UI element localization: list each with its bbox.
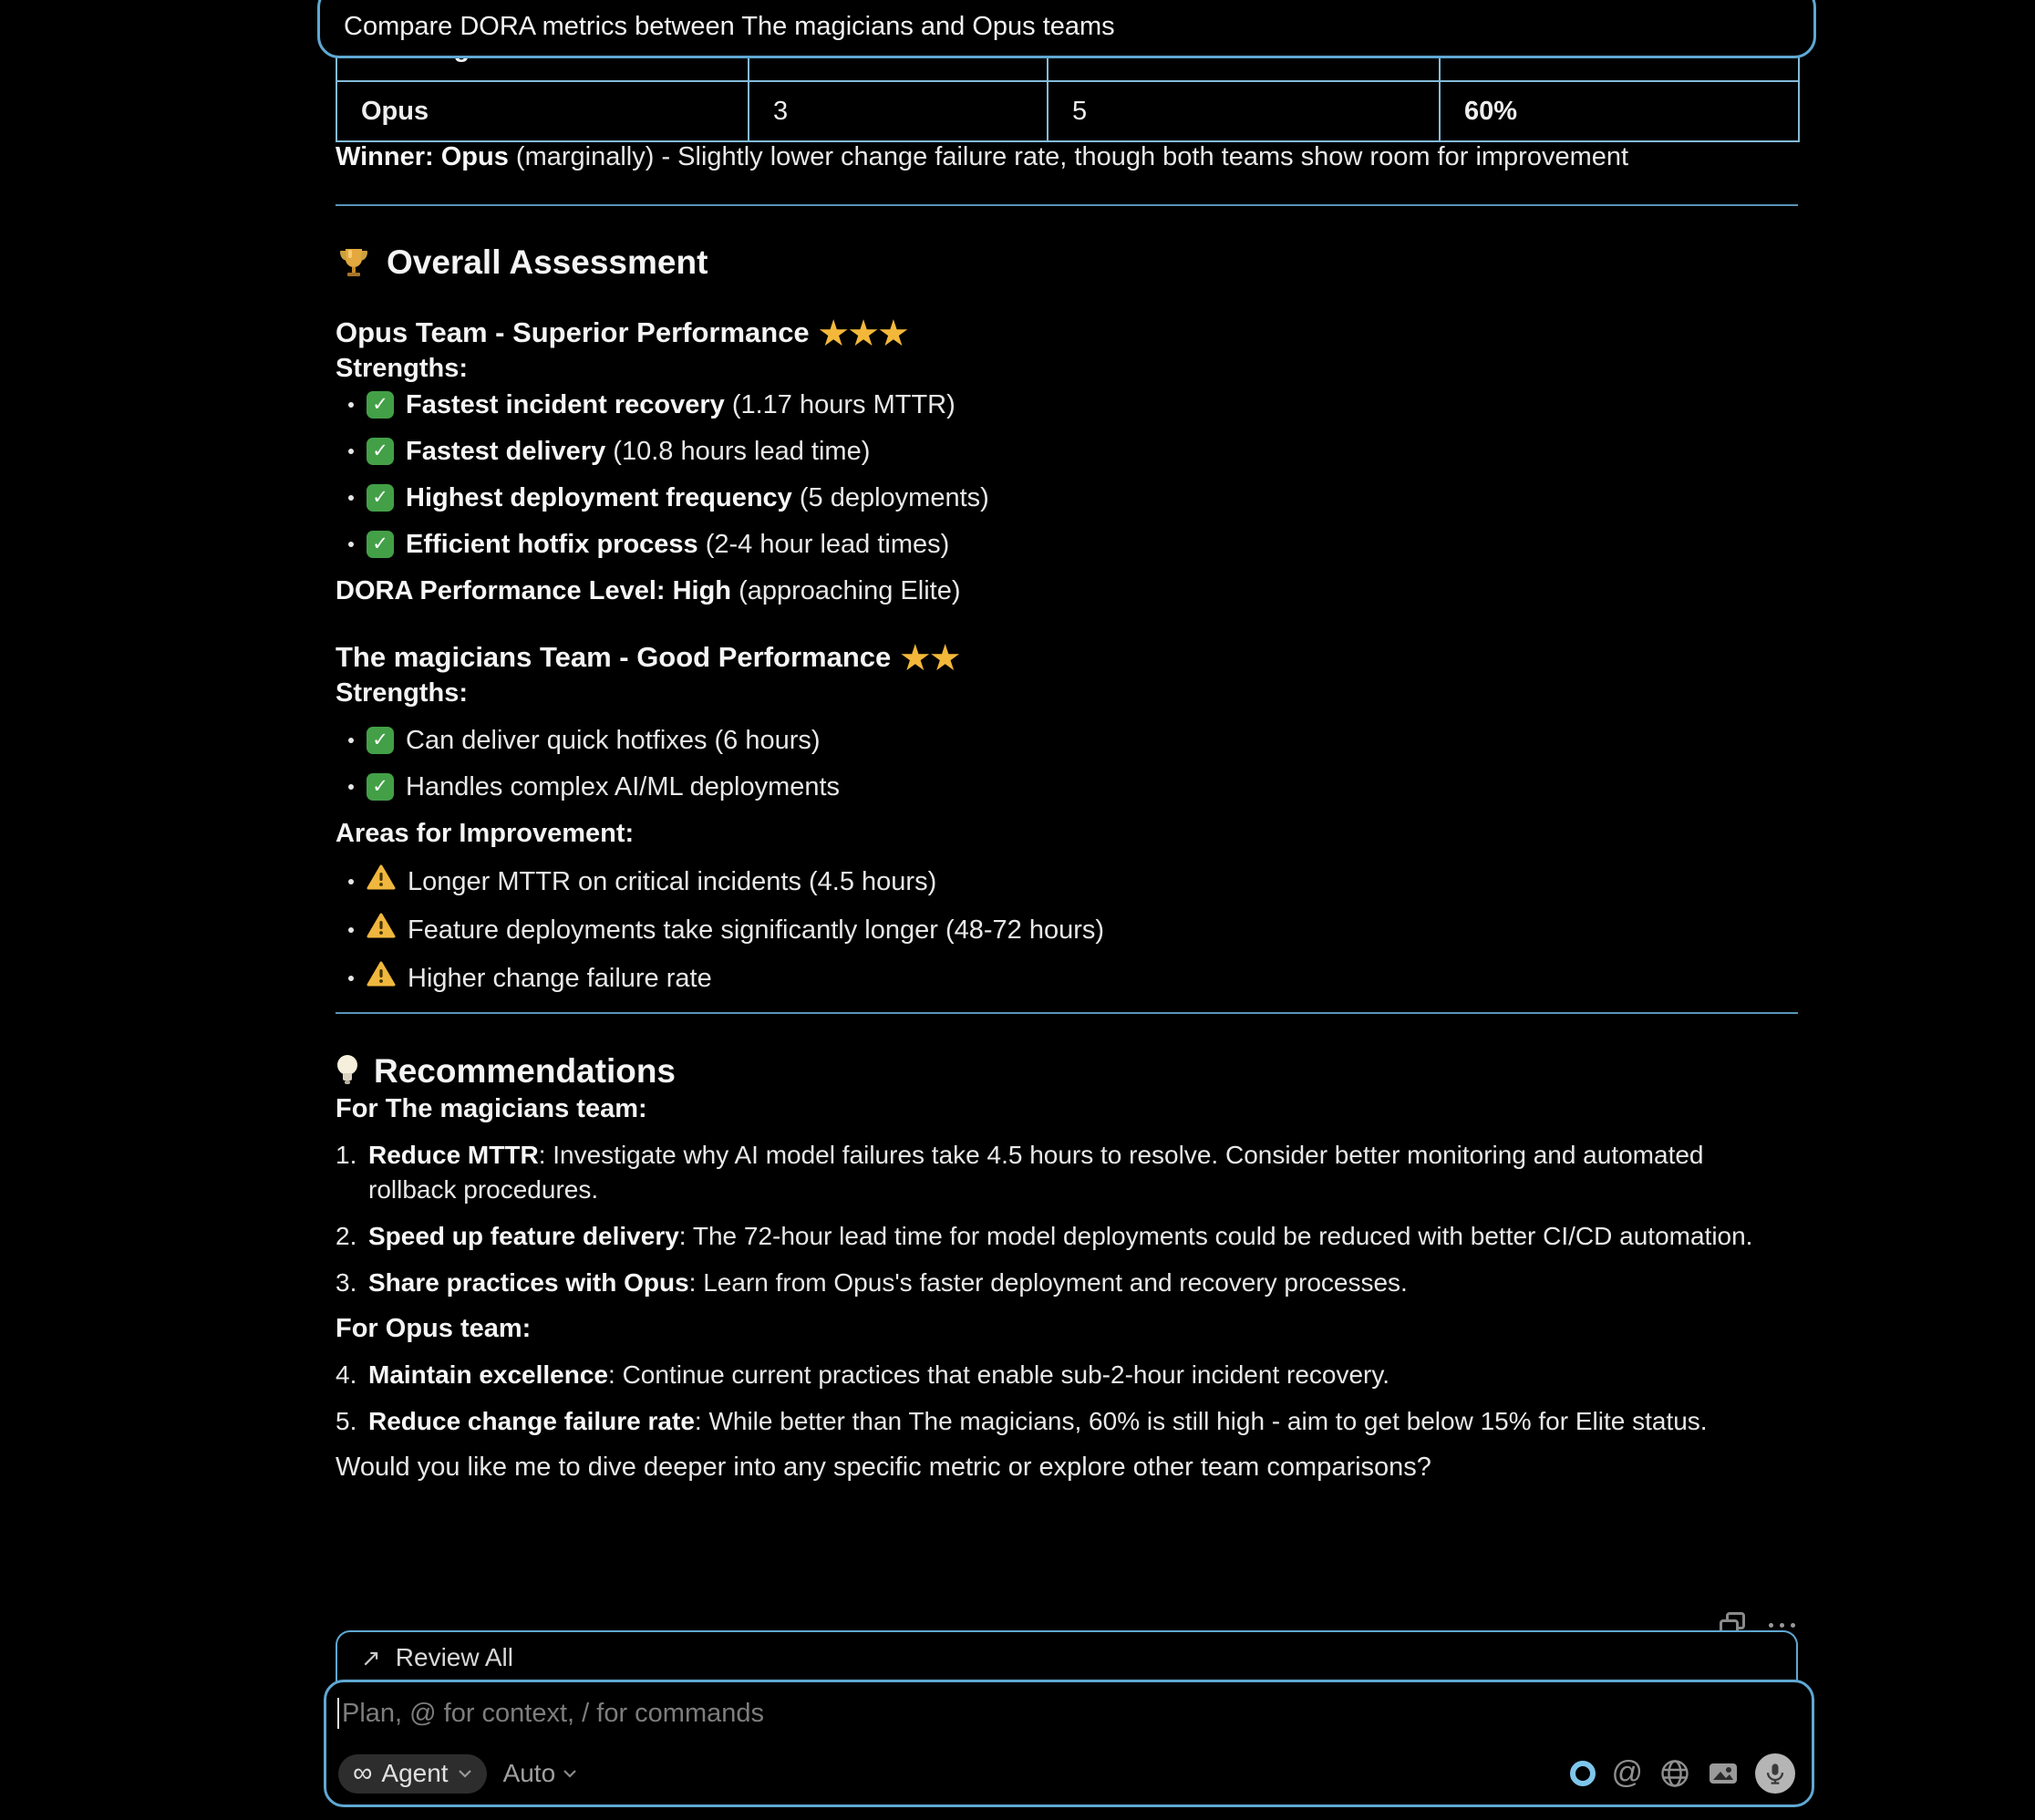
chevron-down-icon	[458, 1769, 472, 1778]
winner-rest: (marginally) - Slightly lower change failure rate, though both teams show room for improvement	[508, 142, 1629, 171]
agent-label: Agent	[381, 1758, 449, 1787]
bullet-dot	[348, 738, 354, 743]
check-icon: ✓	[367, 438, 394, 465]
strengths-label: Strengths:	[336, 354, 468, 383]
magicians-recommendations	[336, 1138, 1798, 1300]
magicians-strengths-list	[336, 724, 1798, 803]
opus-recommendations	[336, 1358, 1798, 1439]
winner-bold: Winner: Opus	[336, 142, 509, 171]
team-cell: Opus	[336, 81, 749, 141]
stars-icon: ★★	[898, 638, 959, 678]
microphone-icon[interactable]	[1755, 1753, 1795, 1794]
list-item: ✓ Efficient hotfix process (2-4 hour lead times)	[336, 528, 1798, 561]
agent-mode-dropdown[interactable]	[338, 1754, 487, 1794]
composer-right-controls	[1570, 1753, 1795, 1794]
bullet-dot	[348, 449, 354, 454]
strengths-label: Strengths:	[336, 678, 468, 708]
stars-icon: ★★★	[817, 314, 907, 354]
list-item: ✓ Fastest delivery (10.8 hours lead time)	[336, 435, 1798, 468]
warning-icon	[367, 913, 396, 947]
status-ring-icon[interactable]	[1570, 1761, 1596, 1786]
for-opus-label: For Opus team:	[336, 1314, 532, 1343]
table-row	[336, 81, 1799, 141]
bullet-dot	[348, 784, 354, 790]
globe-icon[interactable]	[1658, 1757, 1691, 1790]
list-item: 5. Reduce change failure rate: While better than The magicians, 60% is still high - aim to get below 15% for Elite status.	[336, 1407, 1708, 1435]
image-icon[interactable]	[1707, 1757, 1740, 1790]
review-all-label: Review All	[395, 1643, 513, 1671]
dora-level-line: DORA Performance Level: High (approaching Elite)	[336, 576, 961, 605]
bullet-dot	[348, 927, 354, 933]
model-label: Auto	[502, 1759, 556, 1787]
check-icon: ✓	[367, 773, 394, 801]
warning-icon	[367, 864, 396, 899]
list-item: 1. Reduce MTTR: Investigate why AI model failures take 4.5 hours to resolve. Consider better monitoring and automated rollback procedures.	[336, 1141, 1704, 1204]
list-item: Higher change failure rate	[336, 961, 1798, 996]
bullet-dot	[348, 402, 354, 408]
warning-icon	[367, 961, 396, 996]
magicians-team-heading: The magicians Team - Good Performance ★★	[336, 638, 959, 678]
check-icon: ✓	[367, 727, 394, 754]
for-magicians-label: For The magicians team:	[336, 1094, 647, 1123]
list-item: 2. Speed up feature delivery: The 72-hour lead time for model deployments could be reduced with better CI/CD automation.	[336, 1222, 1753, 1250]
overall-assessment-title: Overall Assessment	[387, 243, 708, 281]
lightbulb-icon	[336, 1053, 359, 1090]
arrow-up-right-icon: ↗	[361, 1643, 381, 1671]
text-caret	[337, 1698, 339, 1729]
metric-cell: 5	[1048, 81, 1440, 141]
overall-assessment-heading	[336, 243, 1798, 283]
closing-question: Would you like me to dive deeper into any specific metric or explore other team comparisons?	[336, 1453, 1431, 1482]
metric-cell: 60%	[1440, 81, 1799, 141]
improvements-list	[336, 864, 1798, 996]
check-icon: ✓	[367, 391, 394, 419]
opus-team-heading: Opus Team - Superior Performance ★★★	[336, 314, 907, 354]
chevron-down-icon	[563, 1769, 577, 1778]
mention-icon[interactable]: @	[1611, 1755, 1643, 1790]
section-divider	[336, 204, 1798, 206]
infinity-icon: ∞	[353, 1757, 373, 1788]
user-prompt-bubble	[317, 0, 1816, 58]
recommendations-heading	[336, 1050, 1798, 1092]
bullet-dot	[348, 542, 354, 547]
user-prompt-text: Compare DORA metrics between The magicians and Opus teams	[344, 11, 1115, 41]
metric-cell: 3	[749, 81, 1048, 141]
composer-left-controls	[338, 1754, 577, 1794]
list-item: ✓ Highest deployment frequency (5 deployments)	[336, 481, 1798, 514]
message-input[interactable]	[324, 1680, 1814, 1807]
bullet-dot	[348, 976, 354, 981]
trophy-icon	[336, 244, 372, 281]
bullet-dot	[348, 495, 354, 501]
check-icon: ✓	[367, 531, 394, 558]
opus-strengths-list	[336, 388, 1798, 561]
recommendations-title: Recommendations	[374, 1052, 677, 1090]
list-item: ✓ Fastest incident recovery (1.17 hours MTTR)	[336, 388, 1798, 421]
composer-controls	[338, 1753, 1795, 1794]
input-placeholder: Plan, @ for context, / for commands	[342, 1699, 765, 1728]
list-item: Feature deployments take significantly longer (48-72 hours)	[336, 913, 1798, 947]
list-item: ✓ Handles complex AI/ML deployments	[336, 770, 1798, 803]
list-item: ✓ Can deliver quick hotfixes (6 hours)	[336, 724, 1798, 757]
improvements-label: Areas for Improvement:	[336, 819, 635, 848]
list-item: Longer MTTR on critical incidents (4.5 hours)	[336, 864, 1798, 899]
list-item: 3. Share practices with Opus: Learn from Opus's faster deployment and recovery processes.	[336, 1268, 1408, 1297]
review-all-bar[interactable]	[336, 1630, 1798, 1683]
bullet-dot	[348, 879, 354, 884]
list-item: 4. Maintain excellence: Continue current practices that enable sub-2-hour incident recovery.	[336, 1360, 1390, 1389]
more-options-icon[interactable]	[1769, 1623, 1795, 1628]
placeholder-row[interactable]	[337, 1697, 764, 1730]
model-dropdown[interactable]	[503, 1759, 578, 1788]
winner-line	[336, 140, 1798, 173]
check-icon: ✓	[367, 484, 394, 512]
assistant-message	[336, 140, 1798, 1484]
section-divider	[336, 1012, 1798, 1014]
